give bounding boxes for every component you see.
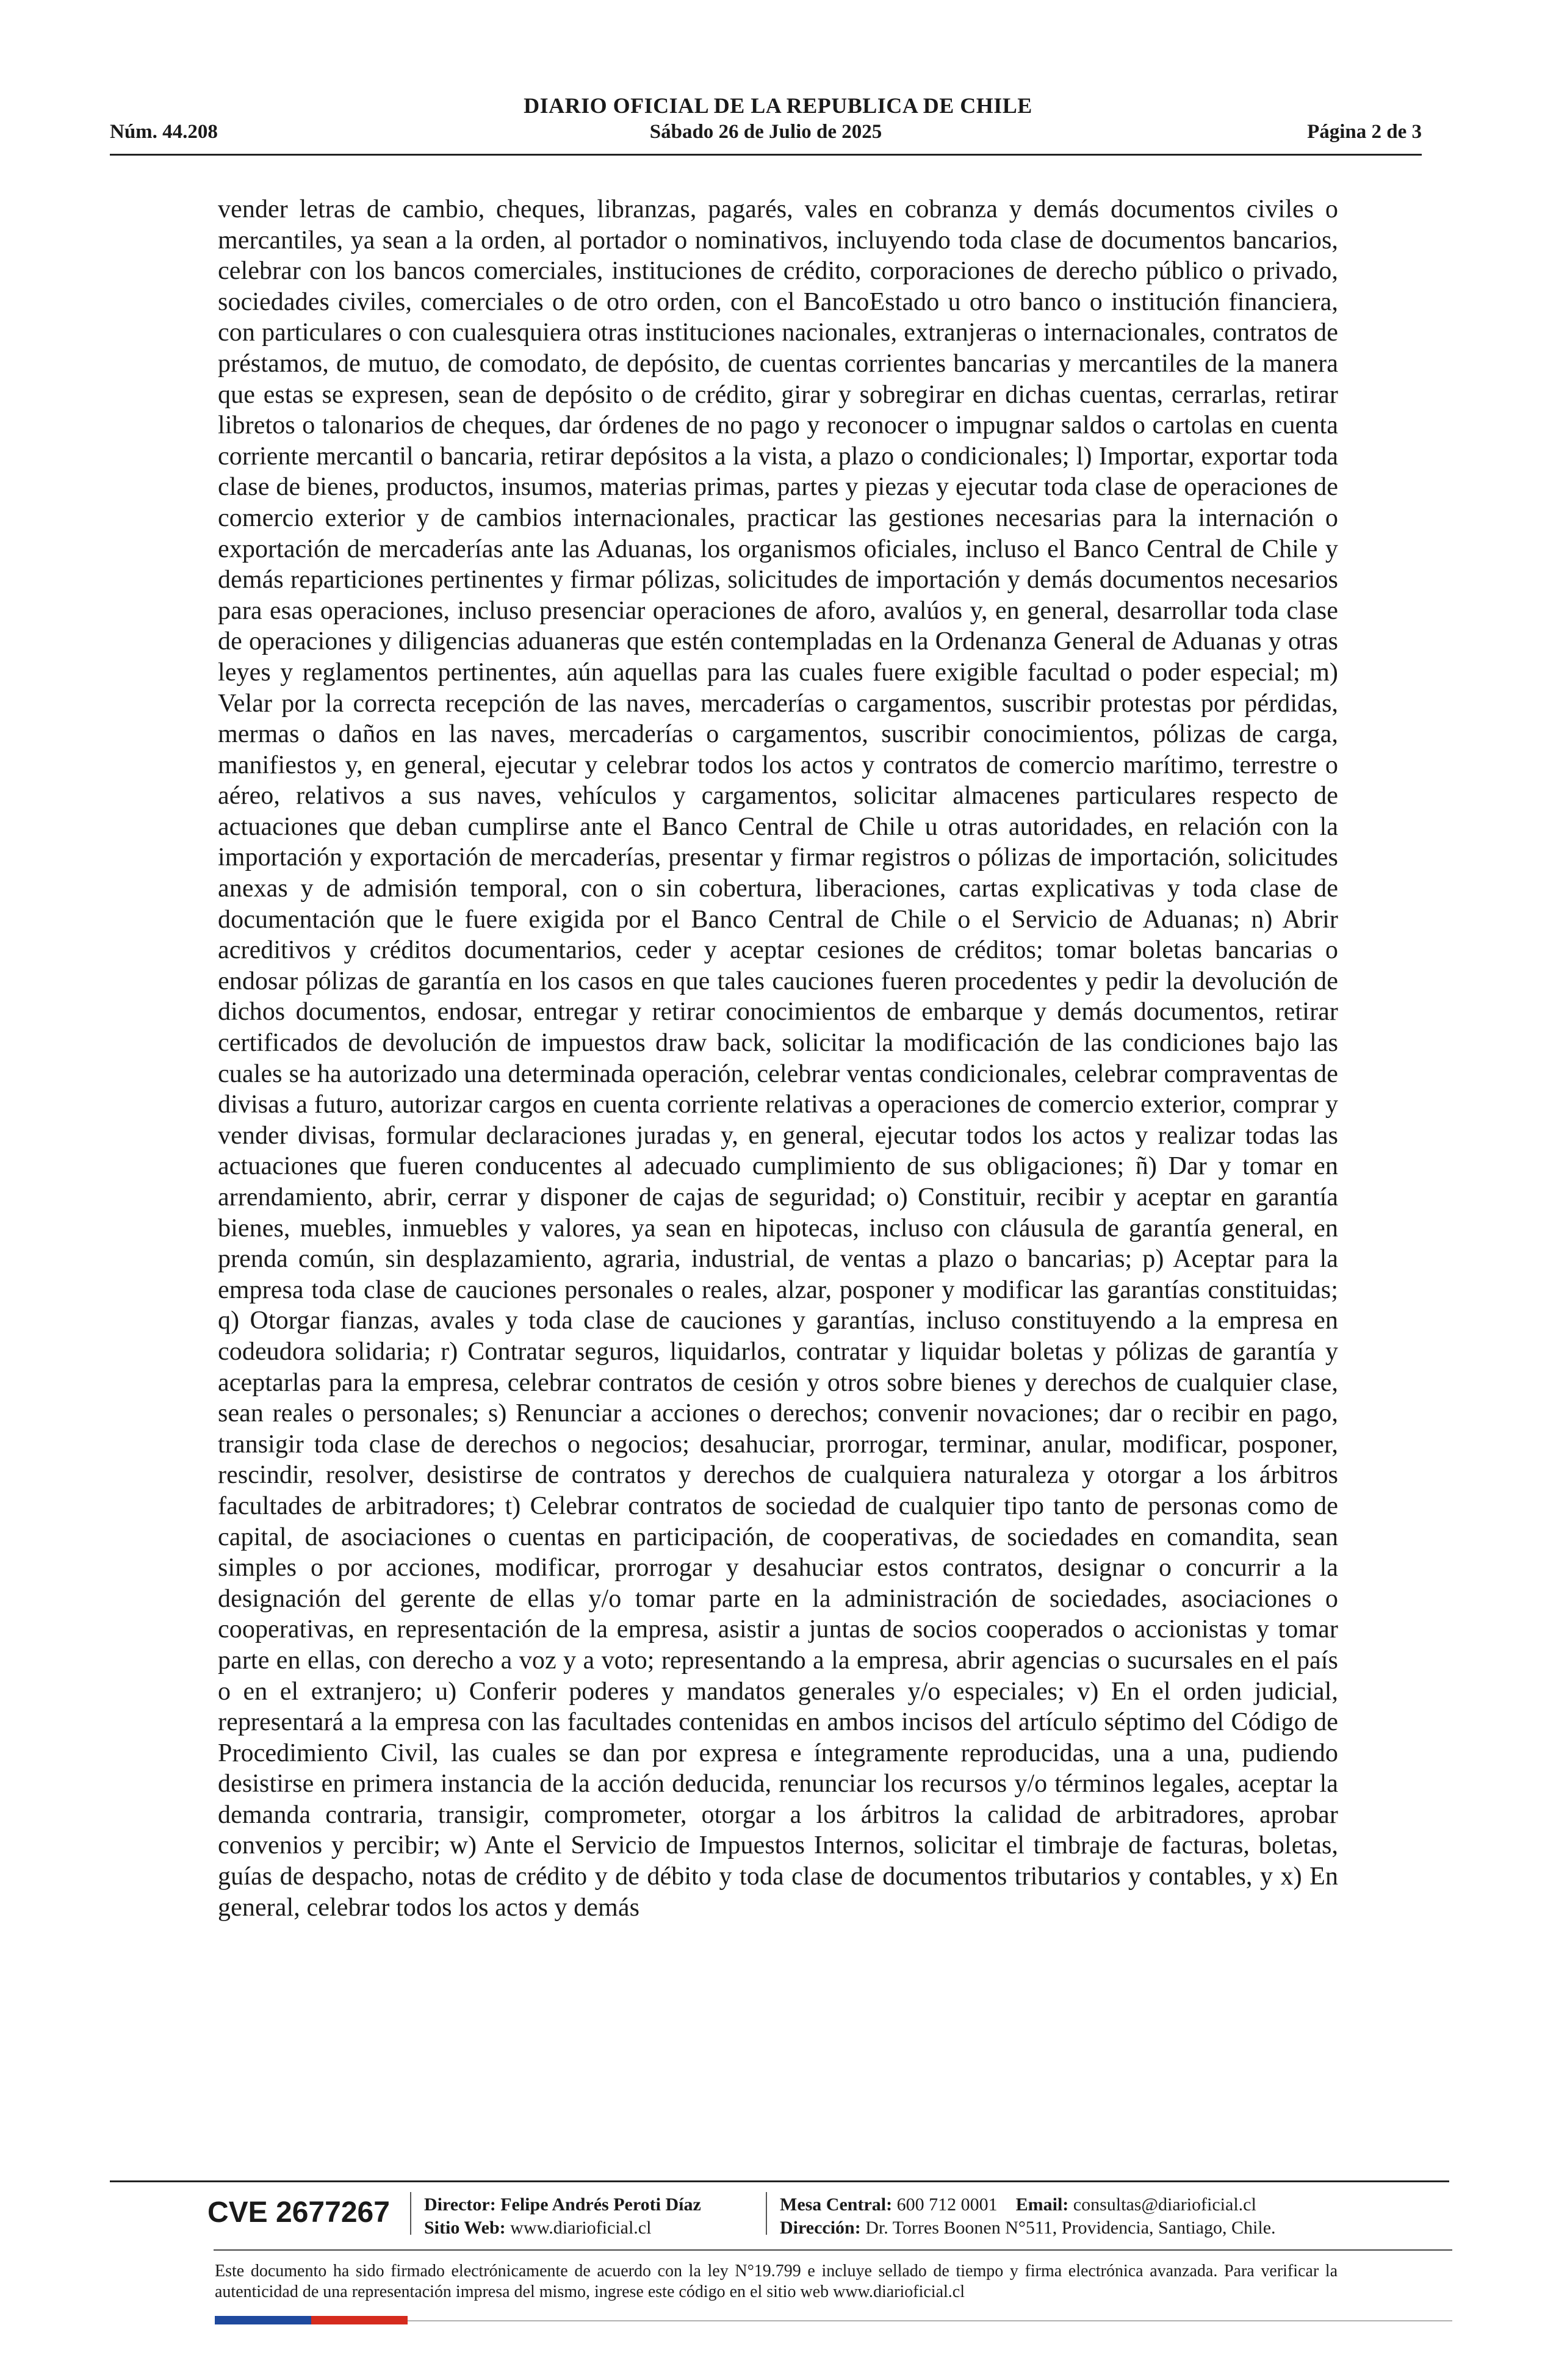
footer-divider [110,2180,1449,2182]
footer-separator [410,2192,411,2235]
flag-red-segment [311,2316,408,2324]
issue-date: Sábado 26 de Julio de 2025 [649,121,882,143]
footer-separator [766,2192,767,2235]
page-indicator: Página 2 de 3 [1307,121,1422,143]
footer-contact-block [780,2193,1276,2240]
footer-director-block [424,2193,701,2240]
email-label: Email: [1015,2194,1069,2215]
chile-flag-stripe [215,2316,408,2324]
phone-number: 600 712 0001 [896,2194,998,2215]
cve-code: CVE 2677267 [207,2196,390,2229]
director-label: Director: [424,2194,496,2215]
newspaper-title: DIARIO OFICIAL DE LA REPUBLICA DE CHILE [524,93,1032,118]
director-name: Felipe Andrés Peroti Díaz [500,2194,701,2215]
footer-divider-thin [214,2249,1452,2251]
website-label: Sitio Web: [424,2218,506,2238]
header-divider [110,154,1422,156]
flag-blue-segment [215,2316,311,2324]
address-value: Dr. Torres Boonen N°511, Providencia, Santiago, Chile. [865,2218,1276,2238]
signature-notice: Este documento ha sido firmado electrónicamente de acuerdo con la ley N°19.799 e incluye sellado de tiempo y firma electrónica avanzada. Para verificar la autenticidad de una representación impresa del mismo, ingrese este código en el sitio web www.diarioficial.cl [215,2262,1338,2301]
flag-gray-line [408,2320,1452,2321]
header-info-row [110,121,1422,149]
body-paragraph: vender letras de cambio, cheques, libranzas, pagarés, vales en cobranza y demás documentos civiles o mercantiles, ya sean a la orden, al portador o nominativos, incluyendo toda clase de documentos bancarios, celebrar con los bancos comerciales, instituciones de crédito, corporaciones de derecho público o privado, sociedades civiles, comerciales o de otro orden, con el BancoEstado u otro banco o institución financiera, con particulares o con cualesquiera otras instituciones nacionales, extranjeras o internacionales, contratos de préstamos, de mutuo, de comodato, de depósito, de cuentas corrientes bancarias y mercantiles de la manera que estas se expresen, sean de depósito o de crédito, girar y sobregirar en dichas cuentas, cerrarlas, retirar libretos o talonarios de cheques, dar órdenes de no pago y reconocer o impugnar saldos o cartolas en cuenta corriente mercantil o bancaria, retirar depósitos a la vista, a plazo o condicionales; l) Importar, exportar toda clase de bienes, productos, insumos, materias primas, partes y piezas y ejecutar toda clase de operaciones de comercio exterior y de cambios internacionales, practicar las gestiones necesarias para la internación o exportación de mercaderías ante las Aduanas, los organismos oficiales, incluso el Banco Central de Chile y demás reparticiones pertinentes y firmar pólizas, solicitudes de importación y demás documentos necesarios para esas operaciones, incluso presenciar operaciones de aforo, avalúos y, en general, desarrollar toda clase de operaciones y diligencias aduaneras que estén contempladas en la Ordenanza General de Aduanas y otras leyes y reglamentos pertinentes, aún aquellas para las cuales fuere exigible facultad o poder especial; m) Velar por la correcta recepción de las naves, mercaderías o cargamentos, suscribir protestas por pérdidas, mermas o daños en las naves, mercaderías o cargamentos, suscribir conocimientos, pólizas de carga, manifiestos y, en general, ejecutar y celebrar todos los actos y contratos de comercio marítimo, terrestre o aéreo, relativos a sus naves, vehículos y cargamentos, solicitar almacenes particulares respecto de actuaciones que deban cumplirse ante el Banco Central de Chile u otras autoridades, en relación con la importación y exportación de mercaderías, presentar y firmar registros o pólizas de importación, solicitudes anexas y de admisión temporal, con o sin cobertura, liberaciones, cartas explicativas y toda clase de documentación que le fuere exigida por el Banco Central de Chile o el Servicio de Aduanas; n) Abrir acreditivos y créditos documentarios, ceder y aceptar cesiones de créditos; tomar boletas bancarias o endosar pólizas de garantía en los casos en que tales cauciones fueren procedentes y pedir la devolución de dichos documentos, endosar, entregar y retirar conocimientos de embarque y demás documentos, retirar certificados de devolución de impuestos draw back, solicitar la modificación de las condiciones bajo las cuales se ha autorizado una determinada operación, celebrar ventas condicionales, celebrar compraventas de divisas a futuro, autorizar cargos en cuenta corriente relativas a operaciones de comercio exterior, comprar y vender divisas, formular declaraciones juradas y, en general, ejecutar todos los actos y realizar todas las actuaciones que fueren conducentes al adecuado cumplimiento de sus obligaciones; ñ) Dar y tomar en arrendamiento, abrir, cerrar y disponer de cajas de seguridad; o) Constituir, recibir y aceptar en garantía bienes, muebles, inmuebles y valores, ya sean en hipotecas, incluso con cláusula de garantía general, en prenda común, sin desplazamiento, agraria, industrial, de ventas a plazo o bancarias; p) Aceptar para la empresa toda clase de cauciones personales o reales, alzar, posponer y modificar las garantías constituidas; q) Otorgar fianzas, avales y toda clase de cauciones y garantías, incluso constituyendo a la empresa en codeudora solidaria; r) Contratar seguros, liquidarlos, contratar y liquidar boletas y pólizas de garantía y aceptarlas para la empresa, celebrar contratos de cesión y otros sobre bienes y derechos de cualquier clase, sean reales o personales; s) Renunciar a acciones o derechos; convenir novaciones; dar o recibir en pago, transigir toda clase de derechos o negocios; desahuciar, prorrogar, terminar, anular, modificar, posponer, rescindir, resolver, desistirse de contratos y derechos de cualquiera naturaleza y otorgar a los árbitros facultades de arbitradores; t) Celebrar contratos de sociedad de cualquier tipo tanto de personas como de capital, de asociaciones o cuentas en participación, de cooperativas, de sociedades en comandita, sean simples o por acciones, modificar, prorrogar y desahuciar estos contratos, designar o concurrir a la designación del gerente de ellas y/o tomar parte en la administración de sociedades, asociaciones o cooperativas, en representación de la empresa, asistir a juntas de socios cooperados o accionistas y tomar parte en ellas, con derecho a voz y a voto; representando a la empresa, abrir agencias o sucursales en el país o en el extranjero; u) Conferir poderes y mandatos generales y/o especiales; v) En el orden judicial, representará a la empresa con las facultades contenidas en ambos incisos del artículo séptimo del Código de Procedimiento Civil, las cuales se dan por expresa e íntegramente reproducidas, una a una, pudiendo desistirse en primera instancia de la acción deducida, renunciar los recursos y/o términos legales, aceptar la demanda contraria, transigir, comprometer, otorgar a los árbitros la calidad de arbitradores, aprobar convenios y percibir; w) Ante el Servicio de Impuestos Internos, solicitar el timbraje de facturas, boletas, guías de despacho, notas de crédito y de débito y toda clase de documentos tributarios y contables, y x) En general, celebrar todos los actos y demás [218,195,1338,1922]
issue-number: Núm. 44.208 [110,121,218,143]
phone-label: Mesa Central: [780,2194,893,2215]
email-link[interactable]: consultas@diarioficial.cl [1073,2194,1256,2215]
address-label: Dirección: [780,2218,861,2238]
website-link[interactable]: www.diarioficial.cl [510,2218,652,2238]
